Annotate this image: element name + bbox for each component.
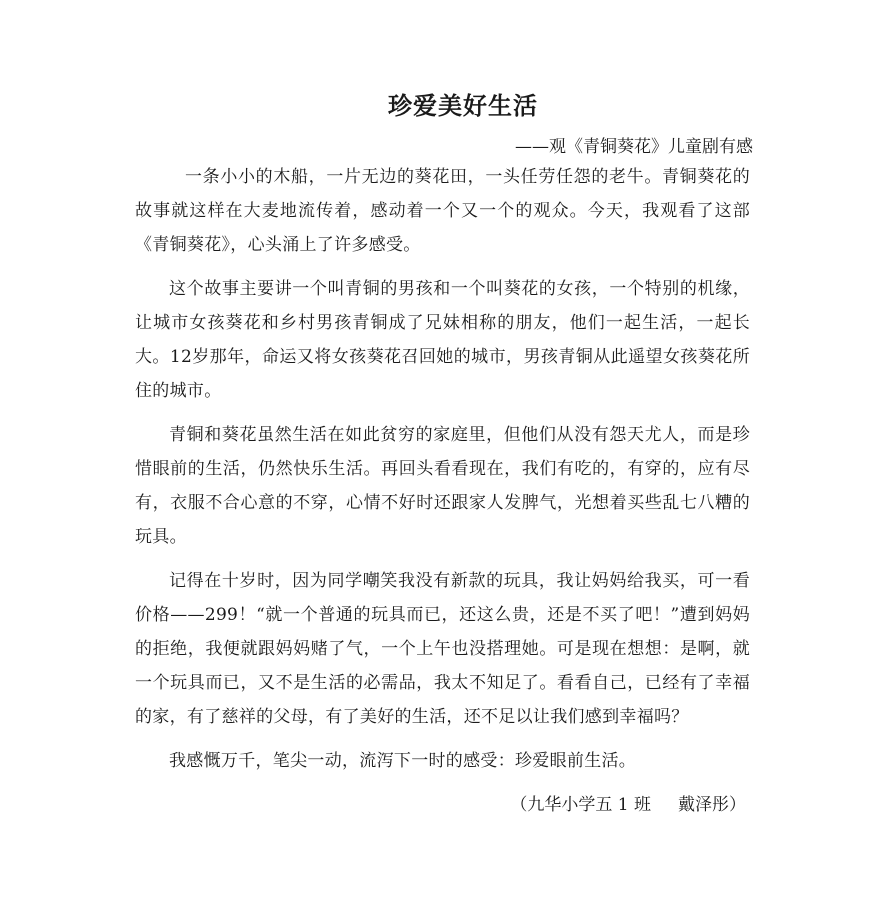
document-subtitle: ——观《青铜葵花》儿童剧有感: [515, 137, 753, 157]
paragraph-3: 青铜和葵花虽然生活在如此贫穷的家庭里，但他们从没有怨天尤人，而是珍惜眼前的生活，仍然快乐生活。再回头看看现在，我们有吃的，有穿的，应有尽有，衣服不合心意的不穿，心情不好时还跟家人发脾气，光想着买些乱七八糟的玩具。: [135, 425, 750, 547]
paragraph-2: 这个故事主要讲一个叫青铜的男孩和一个叫葵花的女孩，一个特别的机缘，让城市女孩葵花和乡村男孩青铜成了兄妹相称的朋友，他们一起生活，一起长大。12岁那年，命运又将女孩葵花召回她的城市，男孩青铜从此遥望女孩葵花所住的城市。: [135, 279, 750, 401]
document-body: [135, 160, 750, 788]
paragraph-4: 记得在十岁时，因为同学嘲笑我没有新款的玩具，我让妈妈给我买，可一看价格——299！“就一个普通的玩具而已，还这么贵，还是不买了吧！”遭到妈妈的拒绝，我便就跟妈妈赌了气，一个上午也没搭理她。可是现在想想：是啊，就一个玩具而已，又不是生活的必需品，我太不知足了。看看自己，已经有了幸福的家，有了慈祥的父母，有了美好的生活，还不足以让我们感到幸福吗？: [135, 571, 750, 727]
paragraph-5: 我感慨万千，笔尖一动，流泻下一时的感受：珍爱眼前生活。: [169, 751, 637, 771]
author-signature: （九华小学五 1 班 戴泽彤）: [510, 795, 746, 815]
paragraph-1: 一条小小的木船，一片无边的葵花田，一头任劳任怨的老牛。青铜葵花的故事就这样在大麦地流传着，感动着一个又一个的观众。今天，我观看了这部《青铜葵花》，心头涌上了许多感受。: [135, 167, 750, 255]
document-title: 珍爱美好生活: [388, 91, 538, 120]
